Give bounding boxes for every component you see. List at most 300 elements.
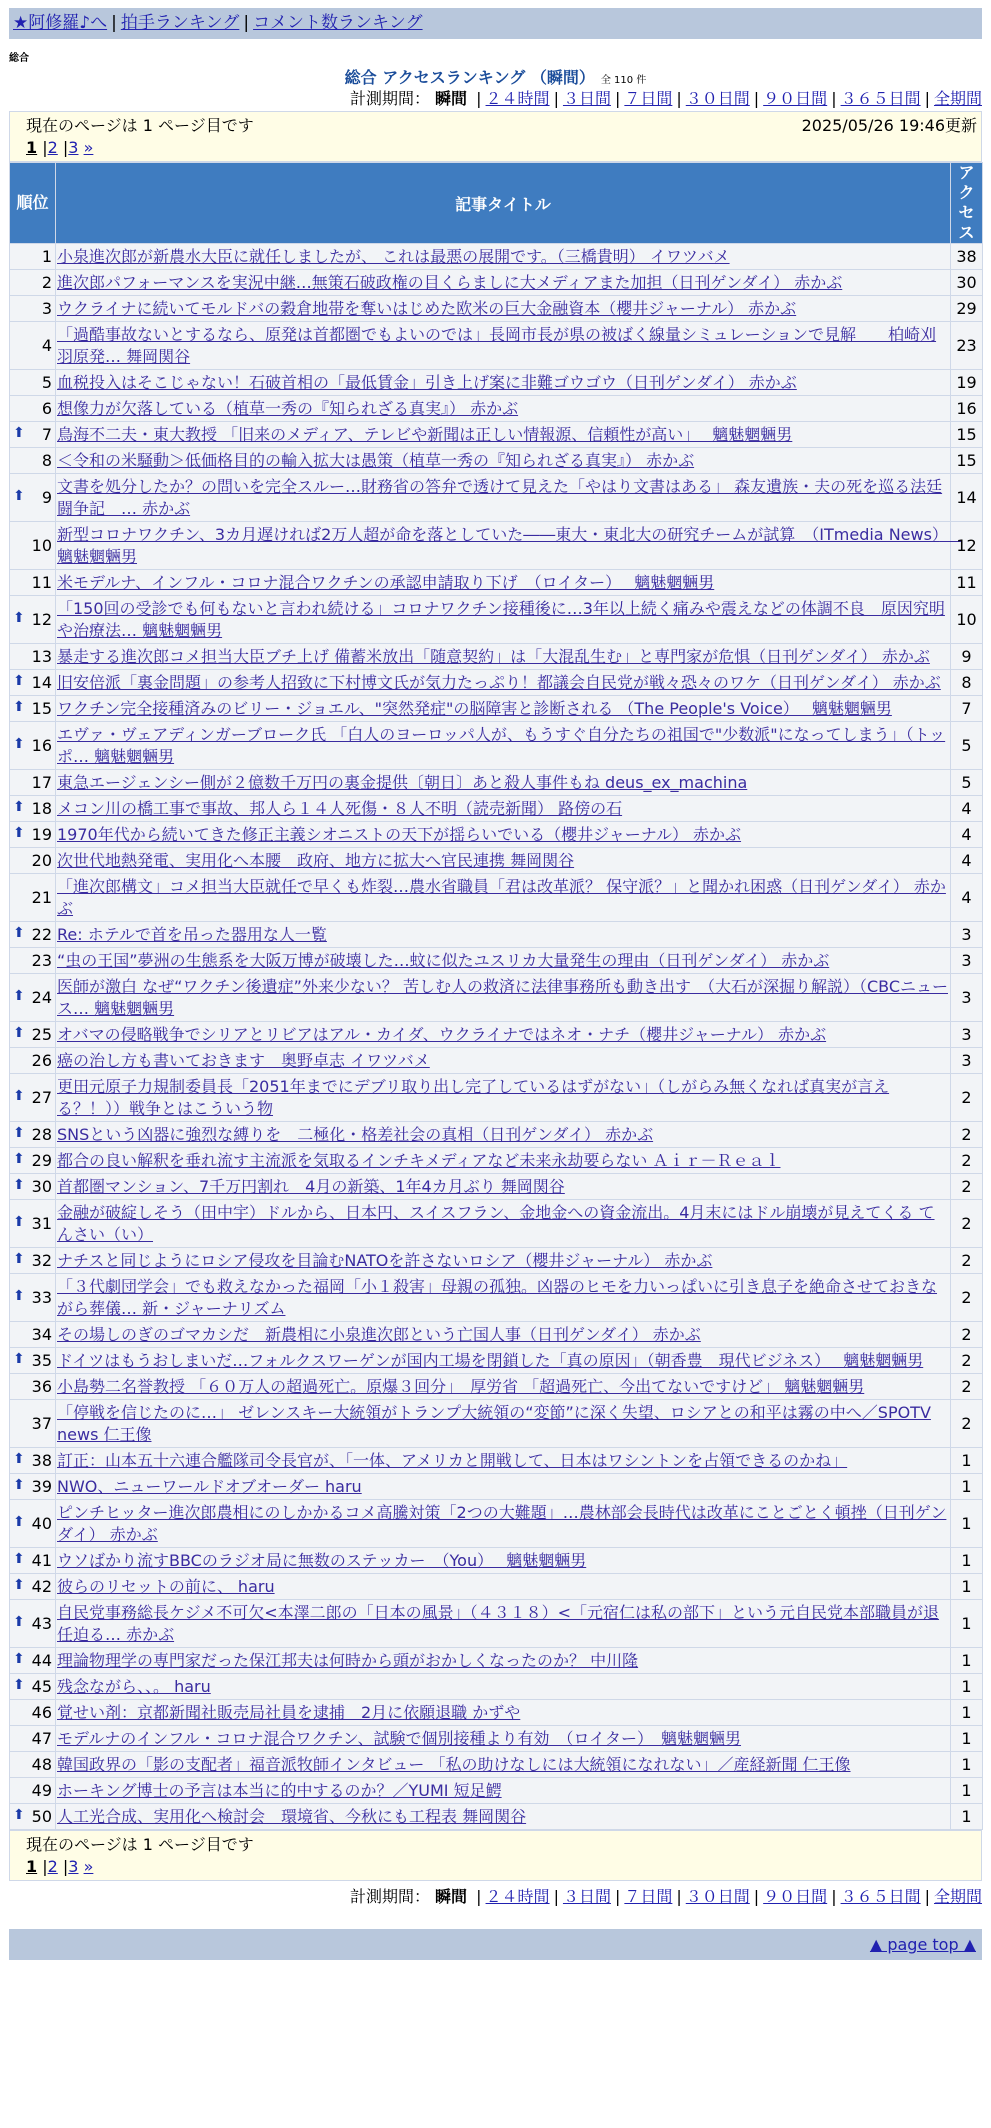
title-cell <box>56 1600 951 1648</box>
rank-number: 36 <box>31 1377 52 1396</box>
rank-number: 32 <box>31 1251 52 1270</box>
rank-cell <box>10 1074 56 1122</box>
title-cell <box>56 848 951 874</box>
title-cell <box>56 1726 951 1752</box>
table-row <box>10 722 983 770</box>
period-link[interactable]: ９０日間 <box>763 89 828 108</box>
rank-cell <box>10 822 56 848</box>
article-link[interactable]: ウクライナに続いてモルドバの穀倉地帯を奪いはじめた欧米の巨大金融資本（櫻井ジャーナル） 赤かぶ <box>57 298 797 318</box>
table-row <box>10 1400 983 1448</box>
table-row <box>10 270 983 296</box>
period-current: 瞬間 <box>435 1887 468 1906</box>
rank-cell <box>10 770 56 796</box>
article-link[interactable]: 文書を処分したか？の問いを完全スルー…財務省の答弁で透けて見えた「やはり文書はある」 森友遺族・夫の死を巡る法廷闘争記 … 赤かぶ <box>57 476 943 518</box>
article-link[interactable]: ドイツはもうおしまいだ…フォルクスワーゲンが国内工場を閉鎖した「真の原因」（朝香豊 現代ビジネス） 魑魅魍魎男 <box>57 1350 924 1370</box>
table-row <box>10 1174 983 1200</box>
article-link[interactable]: ウソばかり流すBBCのラジオ局に無数のステッカー （You） 魑魅魍魎男 <box>57 1550 587 1570</box>
access-count: 3 <box>951 1022 983 1048</box>
rank-number: 42 <box>31 1577 52 1596</box>
rank-cell <box>10 270 56 296</box>
period-separator: | <box>614 89 621 108</box>
title-cell <box>56 1248 951 1274</box>
table-row <box>10 1200 983 1248</box>
title-cell <box>56 1752 951 1778</box>
table-row <box>10 848 983 874</box>
table-row <box>10 1074 983 1122</box>
title-cell <box>56 270 951 296</box>
top-nav-bar <box>9 8 982 39</box>
article-link[interactable]: NWO、ニューワールドオブオーダー haru <box>57 1476 362 1496</box>
table-row <box>10 596 983 644</box>
access-count: 7 <box>951 696 983 722</box>
rank-cell <box>10 1322 56 1348</box>
article-link[interactable]: 新型コロナワクチン、3カ月遅ければ2万人超が命を落としていた――東大・東北大の研究チームが試算 （ITmedia News） 魑魅魍魎男 <box>57 524 962 566</box>
rank-cell <box>10 1348 56 1374</box>
table-row <box>10 1500 983 1548</box>
period-separator: | <box>753 1887 760 1906</box>
page-link[interactable]: 2 <box>47 138 58 157</box>
rank-number: 44 <box>31 1651 52 1670</box>
rank-number: 26 <box>31 1051 52 1070</box>
rank-cell <box>10 922 56 948</box>
article-link[interactable]: 彼らのリセットの前に、 haru <box>57 1576 275 1596</box>
rank-cell <box>10 1148 56 1174</box>
home-link[interactable]: ★阿修羅♪へ <box>13 13 108 33</box>
period-selector-bottom <box>9 1885 982 1909</box>
rank-cell <box>10 1804 56 1830</box>
access-count: 1 <box>951 1752 983 1778</box>
title-cell <box>56 696 951 722</box>
article-link[interactable]: 医師が激白 なぜ“ワクチン後遺症”外来少ない？ 苦しむ人の救済に法律事務所も動き出す （大石が深掘り解説）（CBCニュース… 魑魅魍魎男 <box>57 976 948 1018</box>
rank-cell <box>10 522 56 570</box>
title-cell <box>56 396 951 422</box>
rank-up-icon: ⬆ <box>13 1177 25 1193</box>
table-row <box>10 948 983 974</box>
rank-up-icon: ⬆ <box>13 673 25 689</box>
title-cell <box>56 1048 951 1074</box>
rank-cell <box>10 1200 56 1248</box>
page-link[interactable]: 3 <box>68 1857 79 1876</box>
article-link[interactable]: 覚せい剤：京都新聞社販売局社員を逮捕 2月に依願退職 かずや <box>57 1702 521 1722</box>
article-link[interactable]: 訂正：山本五十六連合艦隊司令長官が、「一体、アメリカと開戦して、日本はワシントンを占領できるのかね」 <box>57 1450 848 1470</box>
access-count: 12 <box>951 522 983 570</box>
table-row <box>10 1274 983 1322</box>
access-count: 2 <box>951 1400 983 1448</box>
access-count: 3 <box>951 1048 983 1074</box>
period-label: 計測期間： <box>349 89 430 108</box>
applause-ranking-link[interactable]: 拍手ランキング <box>120 13 240 33</box>
rank-cell <box>10 948 56 974</box>
rank-number: 28 <box>31 1125 52 1144</box>
period-link[interactable]: ２４時間 <box>485 1887 550 1906</box>
page-separator: | <box>42 138 48 157</box>
rank-up-icon: ⬆ <box>13 1477 25 1493</box>
nav-separator: | <box>111 13 117 33</box>
period-link[interactable]: ３０日間 <box>685 89 750 108</box>
period-link[interactable]: ３０日間 <box>685 1887 750 1906</box>
table-row <box>10 974 983 1022</box>
article-link[interactable]: 小島勢二名誉教授 「６０万人の超過死亡。原爆３回分」 厚労省 「超過死亡、今出てないですけど」 魑魅魍魎男 <box>57 1376 865 1396</box>
title-cell <box>56 1700 951 1726</box>
title-cell <box>56 822 951 848</box>
article-link[interactable]: 金融が破綻しそう（田中宇）ドルから、日本円、スイスフラン、金地金への資金流出。4月末にはドル崩壊が見えてくる てんさい（い） <box>57 1202 935 1244</box>
rank-up-icon: ⬆ <box>13 1025 25 1041</box>
access-count: 1 <box>951 1448 983 1474</box>
table-row <box>10 570 983 596</box>
rank-cell <box>10 974 56 1022</box>
access-count: 1 <box>951 1600 983 1648</box>
rank-number: 21 <box>31 888 52 907</box>
period-link[interactable]: ７日間 <box>624 89 673 108</box>
rank-number: 34 <box>31 1325 52 1344</box>
rank-cell <box>10 370 56 396</box>
period-link[interactable]: ３日間 <box>562 1887 611 1906</box>
rank-cell <box>10 722 56 770</box>
access-count: 2 <box>951 1174 983 1200</box>
rank-cell <box>10 1674 56 1700</box>
rank-number: 31 <box>31 1214 52 1233</box>
rank-cell <box>10 570 56 596</box>
rank-number: 47 <box>31 1729 52 1748</box>
access-count: 3 <box>951 948 983 974</box>
rank-number: 4 <box>41 336 52 355</box>
article-link[interactable]: “虫の王国”夢洲の生態系を大阪万博が破壊した…蚊に似たユスリカ大量発生の理由（日刊ゲンダイ） 赤かぶ <box>57 950 830 970</box>
table-row <box>10 696 983 722</box>
rank-up-icon: ⬆ <box>13 1677 25 1693</box>
page-link[interactable]: 3 <box>68 138 79 157</box>
article-link[interactable]: SNSという凶器に強烈な縛りを 二極化・格差社会の真相（日刊ゲンダイ） 赤かぶ <box>57 1124 654 1144</box>
article-link[interactable]: Re: ホテルで首を吊った器用な人一覧 <box>57 924 327 944</box>
rank-cell <box>10 1574 56 1600</box>
article-link[interactable]: 都合の良い解釈を垂れ流す主流派を気取るインチキメディアなど未来永劫要らない Ａｉｒ－Ｒｅａｌ <box>57 1150 781 1170</box>
rank-number: 25 <box>31 1025 52 1044</box>
rank-up-icon: ⬆ <box>13 1125 25 1141</box>
period-separator: | <box>753 89 760 108</box>
title-cell <box>56 474 951 522</box>
period-link[interactable]: ３６５日間 <box>840 89 921 108</box>
period-separator: | <box>924 1887 930 1906</box>
table-row <box>10 1048 983 1074</box>
article-link[interactable]: 1970年代から続いてきた修正主義シオニストの天下が揺らいでいる（櫻井ジャーナル） 赤かぶ <box>57 824 742 844</box>
table-row <box>10 1574 983 1600</box>
article-link[interactable]: その場しのぎのゴマカシだ 新農相に小泉進次郎という亡国人事（日刊ゲンダイ） 赤かぶ <box>57 1324 701 1344</box>
rank-up-icon: ⬆ <box>13 1807 25 1823</box>
rank-up-icon: ⬆ <box>13 1351 25 1367</box>
table-row <box>10 422 983 448</box>
article-link[interactable]: 人工光合成、実用化へ検討会 環境省、今秋にも工程表 舞岡関谷 <box>57 1806 527 1826</box>
table-row <box>10 396 983 422</box>
item-count: 全 110 件 <box>600 75 647 86</box>
period-link[interactable]: ７日間 <box>624 1887 673 1906</box>
article-link[interactable]: 残念ながら、、。 haru <box>57 1676 211 1696</box>
article-link[interactable]: 東急エージェンシー側が２億数千万円の裏金提供〔朝日〕あと殺人事件もね deus_ex_machina <box>57 772 748 792</box>
page-separator: | <box>62 138 69 157</box>
current-page-text: 現在のページは 1 ページ目です <box>26 116 254 135</box>
article-link[interactable]: 旧安倍派「裏金問題」の参考人招致に下村博文氏が気力たっぷり！都議会自民党が戦々恐々のワケ（日刊ゲンダイ） 赤かぶ <box>57 672 941 692</box>
access-count: 1 <box>951 1574 983 1600</box>
table-row <box>10 1674 983 1700</box>
rank-cell <box>10 422 56 448</box>
count-header: アクセス <box>951 163 983 244</box>
rank-number: 19 <box>31 825 52 844</box>
rank-cell <box>10 322 56 370</box>
rank-number: 14 <box>31 673 52 692</box>
access-count: 2 <box>951 1148 983 1174</box>
article-link[interactable]: 理論物理学の専門家だった保江邦夫は何時から頭がおかしくなったのか？ 中川隆 <box>57 1650 639 1670</box>
title-cell <box>56 1374 951 1400</box>
title-cell <box>56 922 951 948</box>
period-separator: | <box>614 1887 621 1906</box>
access-count: 14 <box>951 474 983 522</box>
rank-up-icon: ⬆ <box>13 1614 25 1630</box>
page-current: 1 <box>26 1857 38 1876</box>
title-cell <box>56 370 951 396</box>
article-link[interactable]: 首都圏マンション、7千万円割れ 4月の新築、1年4カ月ぶり 舞岡関谷 <box>57 1176 565 1196</box>
rank-up-icon: ⬆ <box>13 1451 25 1467</box>
access-count: 4 <box>951 848 983 874</box>
table-row <box>10 1778 983 1804</box>
rank-up-icon: ⬆ <box>13 488 25 504</box>
table-row <box>10 1804 983 1830</box>
rank-up-icon: ⬆ <box>13 1151 25 1167</box>
access-count: 3 <box>951 922 983 948</box>
title-cell <box>56 1174 951 1200</box>
current-page-text: 現在のページは 1 ページ目です <box>26 1835 254 1854</box>
rank-number: 2 <box>41 273 52 292</box>
article-link[interactable]: ホーキング博士の予言は本当に的中するのか？／YUMI 短足鰐 <box>57 1780 502 1800</box>
table-row <box>10 770 983 796</box>
rank-cell <box>10 1600 56 1648</box>
rank-cell <box>10 596 56 644</box>
period-link[interactable]: ３６５日間 <box>840 1887 921 1906</box>
rank-number: 23 <box>31 951 52 970</box>
rank-cell <box>10 1448 56 1474</box>
footer-bar <box>9 1929 982 1960</box>
period-separator: | <box>553 89 559 108</box>
article-link[interactable]: ピンチヒッター進次郎農相にのしかかるコメ高騰対策「2つの大難題」…農林部会長時代は改革にことごとく頓挫（日刊ゲンダイ） 赤かぶ <box>57 1502 947 1544</box>
rank-cell <box>10 1548 56 1574</box>
rank-cell <box>10 1274 56 1322</box>
rank-cell <box>10 1500 56 1548</box>
rank-number: 11 <box>31 573 52 592</box>
access-count: 1 <box>951 1500 983 1548</box>
period-link[interactable]: 全期間 <box>933 1887 982 1906</box>
rank-up-icon: ⬆ <box>13 1514 25 1530</box>
rank-header: 順位 <box>10 163 56 244</box>
rank-number: 8 <box>41 451 52 470</box>
article-link[interactable]: 「３代劇団学会」でも救えなかった福岡「小１殺害」母親の孤独。凶器のヒモを力いっぱいに引き息子を絶命させておきながら葬儀… 新・ジャーナリズム <box>57 1276 938 1318</box>
article-link[interactable]: 鳥海不二夫・東大教授 「旧来のメディア、テレビや新聞は正しい情報源、信頼性が高い」 魑魅魍魎男 <box>57 424 793 444</box>
ranking-title: 総合 アクセスランキング （瞬間） <box>344 68 595 87</box>
rank-cell <box>10 1174 56 1200</box>
rank-up-icon: ⬆ <box>13 1251 25 1267</box>
period-separator: | <box>831 89 837 108</box>
rank-number: 5 <box>41 373 52 392</box>
title-cell <box>56 974 951 1022</box>
access-count: 4 <box>951 796 983 822</box>
article-link[interactable]: 更田元原子力規制委員長「2051年までにデブリ取り出し完了しているはずがない」（しがらみ無くなれば真実が言える？！））戦争とはこういう物 <box>57 1076 890 1118</box>
article-link[interactable]: 想像力が欠落している（植草一秀の『知られざる真実』） 赤かぶ <box>57 398 519 418</box>
access-count: 23 <box>951 322 983 370</box>
table-row <box>10 1648 983 1674</box>
article-link[interactable]: 癌の治し方も書いておきます 奥野卓志 イワツバメ <box>57 1050 430 1070</box>
article-link[interactable]: 「150回の受診でも何もないと言われ続ける」コロナワクチン接種後に…3年以上続く痛みや震えなどの体調不良 原因究明や治療法… 魑魅魍魎男 <box>57 598 945 640</box>
access-count: 4 <box>951 822 983 848</box>
article-link[interactable]: エヴァ・ヴェアディンガーブローク氏 「白人のヨーロッパ人が、もうすぐ自分たちの祖国で"少数派"になってしまう」（トッポ… 魑魅魍魎男 <box>57 724 946 766</box>
access-count: 2 <box>951 1322 983 1348</box>
rank-number: 24 <box>31 988 52 1007</box>
period-separator: | <box>676 1887 682 1906</box>
title-cell <box>56 1500 951 1548</box>
table-row <box>10 644 983 670</box>
rank-number: 10 <box>31 536 52 555</box>
pagination-top <box>9 111 982 162</box>
rank-up-icon: ⬆ <box>13 925 25 941</box>
article-link[interactable]: ナチスと同じようにロシア侵攻を目論むNATOを許さないロシア（櫻井ジャーナル） 赤かぶ <box>57 1250 713 1270</box>
access-count: 5 <box>951 722 983 770</box>
rank-cell <box>10 1752 56 1778</box>
rank-cell <box>10 670 56 696</box>
article-link[interactable]: 暴走する進次郎コメ担当大臣ブチ上げ 備蓄米放出「随意契約」は「大混乱生む」と専門家が危惧（日刊ゲンダイ） 赤かぶ <box>57 646 930 666</box>
table-row <box>10 1374 983 1400</box>
rank-cell <box>10 1474 56 1500</box>
rank-up-icon: ⬆ <box>13 1214 25 1230</box>
rank-cell <box>10 874 56 922</box>
access-count: 1 <box>951 1778 983 1804</box>
access-count: 2 <box>951 1374 983 1400</box>
article-link[interactable]: 米モデルナ、インフル・コロナ混合ワクチンの承認申請取り下げ （ロイター） 魑魅魍魎男 <box>57 572 715 592</box>
access-count: 15 <box>951 448 983 474</box>
rank-number: 7 <box>41 425 52 444</box>
title-cell <box>56 1348 951 1374</box>
title-cell <box>56 1804 951 1830</box>
title-cell <box>56 1400 951 1448</box>
rank-cell <box>10 644 56 670</box>
rank-number: 40 <box>31 1514 52 1533</box>
access-count: 30 <box>951 270 983 296</box>
page-top-link[interactable]: ▲ page top ▲ <box>869 1935 976 1954</box>
rank-cell <box>10 1048 56 1074</box>
title-cell <box>56 670 951 696</box>
article-link[interactable]: 「進次郎構文」コメ担当大臣就任で早くも炸裂…農水省職員「君は改革派？ 保守派？」と聞かれ困惑（日刊ゲンダイ） 赤かぶ <box>57 876 946 918</box>
rank-cell <box>10 1022 56 1048</box>
access-count: 29 <box>951 296 983 322</box>
rank-number: 30 <box>31 1177 52 1196</box>
title-cell <box>56 1548 951 1574</box>
table-row <box>10 1474 983 1500</box>
article-link[interactable]: ＜令和の米騒動＞低価格目的の輸入拡大は愚策（植草一秀の『知られざる真実』） 赤かぶ <box>57 450 695 470</box>
page-separator: | <box>62 1857 69 1876</box>
period-separator: | <box>831 1887 837 1906</box>
period-current: 瞬間 <box>435 89 468 108</box>
table-row <box>10 522 983 570</box>
access-count: 5 <box>951 770 983 796</box>
article-link[interactable]: 次世代地熱発電、実用化へ本腰 政府、地方に拡大へ官民連携 舞岡関谷 <box>57 850 575 870</box>
table-row <box>10 822 983 848</box>
title-cell <box>56 1322 951 1348</box>
period-selector <box>9 87 982 111</box>
table-row <box>10 244 983 270</box>
article-link[interactable]: 血税投入はそこじゃない！石破首相の「最低賃金」引き上げ案に非難ゴウゴウ（日刊ゲンダイ） 赤かぶ <box>57 372 797 392</box>
article-link[interactable]: 進次郎パフォーマンスを実況中継…無策石破政権の目くらましに大メディアまた加担（日刊ゲンダイ） 赤かぶ <box>57 272 843 292</box>
rank-cell <box>10 1374 56 1400</box>
title-cell <box>56 1778 951 1804</box>
title-cell <box>56 722 951 770</box>
rank-number: 15 <box>31 699 52 718</box>
period-label: 計測期間： <box>349 1887 430 1906</box>
table-row <box>10 1348 983 1374</box>
table-row <box>10 474 983 522</box>
article-link[interactable]: 「停戦を信じたのに…」 ゼレンスキー大統領がトランプ大統領の“変節”に深く失望、ロシアとの和平は霧の中へ／SPOTV news 仁王像 <box>57 1402 931 1444</box>
rank-up-icon: ⬆ <box>13 425 25 441</box>
comment-ranking-link[interactable]: コメント数ランキング <box>253 13 423 33</box>
rank-cell <box>10 296 56 322</box>
article-link[interactable]: 自民党事務総長ケジメ不可欠<本澤二郎の「日本の風景」（４３１８）<「元宿仁は私の部下」という元自民党本部職員が退任迫る… 赤かぶ <box>57 1602 940 1644</box>
rank-number: 12 <box>31 610 52 629</box>
table-row <box>10 796 983 822</box>
page-link[interactable]: » <box>83 1857 94 1876</box>
rank-number: 22 <box>31 925 52 944</box>
page-title <box>9 65 982 87</box>
article-link[interactable]: 小泉進次郎が新農水大臣に就任しましたが、 これは最悪の展開です。（三橋貴明） イワツバメ <box>57 246 730 266</box>
rank-cell <box>10 396 56 422</box>
period-link[interactable]: ２４時間 <box>485 89 550 108</box>
updated-time: 2025/05/26 19:46更新 <box>801 116 977 135</box>
access-count: 1 <box>951 1648 983 1674</box>
pagination-bottom <box>9 1830 982 1881</box>
access-count: 1 <box>951 1726 983 1752</box>
rank-cell <box>10 1248 56 1274</box>
page-current: 1 <box>26 138 38 157</box>
period-separator: | <box>676 89 682 108</box>
article-link[interactable]: ワクチン完全接種済みのビリー・ジョエル、"突然発症"の脳障害と診断される （The People's Voice） 魑魅魍魎男 <box>57 698 892 718</box>
access-count: 38 <box>951 244 983 270</box>
category-label: 総合 <box>9 53 29 64</box>
rank-number: 13 <box>31 647 52 666</box>
rank-number: 17 <box>31 773 52 792</box>
period-separator: | <box>476 89 482 108</box>
page-link[interactable]: 2 <box>47 1857 58 1876</box>
rank-cell <box>10 1122 56 1148</box>
title-cell <box>56 1574 951 1600</box>
article-link[interactable]: 韓国政界の「影の支配者」福音派牧師インタビュー 「私の助けなしには大統領になれない」／産経新聞 仁王像 <box>57 1754 851 1774</box>
article-link[interactable]: モデルナのインフル・コロナ混合ワクチン、試験で個別接種より有効 （ロイター） 魑魅魍魎男 <box>57 1728 742 1748</box>
period-link[interactable]: 全期間 <box>933 89 982 108</box>
title-cell <box>56 570 951 596</box>
page-link[interactable]: » <box>83 138 94 157</box>
rank-cell <box>10 796 56 822</box>
rank-up-icon: ⬆ <box>13 825 25 841</box>
period-link[interactable]: ３日間 <box>562 89 611 108</box>
rank-number: 1 <box>41 247 52 266</box>
rank-cell <box>10 474 56 522</box>
rank-cell <box>10 1400 56 1448</box>
article-link[interactable]: オバマの侵略戦争でシリアとリビアはアル・カイダ、ウクライナではネオ・ナチ（櫻井ジャーナル） 赤かぶ <box>57 1024 827 1044</box>
article-link[interactable]: 「過酷事故ないとするなら、原発は首都圏でもよいのでは」長岡市長が県の被ばく線量シミュレーションで見解 柏崎刈羽原発… 舞岡関谷 <box>57 324 937 366</box>
rank-cell <box>10 1778 56 1804</box>
nav-separator: | <box>243 13 250 33</box>
rank-number: 33 <box>31 1288 52 1307</box>
access-count: 1 <box>951 1674 983 1700</box>
table-row <box>10 1148 983 1174</box>
table-row <box>10 670 983 696</box>
period-link[interactable]: ９０日間 <box>763 1887 828 1906</box>
title-cell <box>56 596 951 644</box>
rank-number: 49 <box>31 1781 52 1800</box>
title-cell <box>56 1674 951 1700</box>
article-link[interactable]: メコン川の橋工事で事故、邦人ら１４人死傷・８人不明（読売新聞） 路傍の石 <box>57 798 623 818</box>
title-cell <box>56 522 962 570</box>
